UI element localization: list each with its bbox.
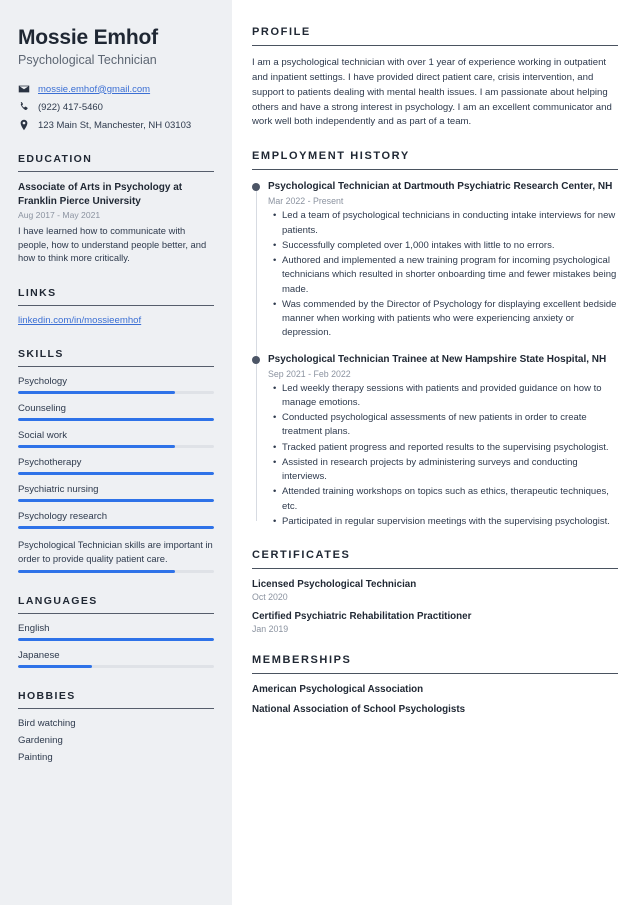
- language-label: English: [18, 623, 50, 635]
- hobbies-heading: HOBBIES: [18, 690, 76, 703]
- job-bullet: • Authored and implemented a new training program for incoming psychological technicians which resulted in shorter onboarding time and fewer mistakes being made.: [282, 254, 618, 297]
- job-bullet: • Attended training workshops on topics such as ethics, therapeutic techniques, etc.: [282, 485, 618, 514]
- job-bullet: • Successfully completed over 1,000 intakes with little to no errors.: [282, 239, 618, 253]
- section-profile: [252, 26, 618, 130]
- certificate-date: Jan 2019: [252, 624, 289, 635]
- employment-timeline: [252, 180, 618, 529]
- section-memberships: [252, 654, 618, 715]
- job-bullet: • Participated in regular supervision meetings with the supervising psychologist.: [282, 515, 618, 529]
- language-item: [18, 650, 214, 668]
- skill-bar-track: [18, 391, 214, 394]
- skill-item: [18, 376, 214, 394]
- skill-item: [18, 484, 214, 502]
- skills-note-bar-track: [18, 570, 214, 573]
- contact-address-row: [18, 119, 214, 131]
- memberships-rule: [252, 673, 618, 674]
- language-bar-track: [18, 665, 214, 668]
- education-item-date: Aug 2017 - May 2021: [18, 210, 101, 221]
- section-languages: [18, 595, 214, 668]
- hobby-item: Bird watching: [18, 718, 76, 730]
- skill-bar-fill: [18, 499, 214, 502]
- job-bullet: • Led weekly therapy sessions with patients and provided guidance on how to manage emotions.: [282, 382, 618, 411]
- skills-note: Psychological Technician skills are important in order to provide quality patient care.: [18, 539, 213, 564]
- links-rule: [18, 305, 214, 306]
- job-bullet: • Led a team of psychological technicians in conducting intake interviews for new patients.: [282, 209, 618, 238]
- hobby-item: Painting: [18, 752, 53, 764]
- skill-label: Social work: [18, 430, 68, 442]
- skill-bar-track: [18, 472, 214, 475]
- education-item-title: Associate of Arts in Psychology at Franklin Pierce University: [18, 182, 183, 207]
- link-linkedin[interactable]: linkedin.com/in/mossieemhof: [18, 315, 142, 327]
- skills-note-bar-fill: [18, 570, 175, 573]
- skill-bar-fill: [18, 445, 175, 448]
- education-heading: EDUCATION: [18, 153, 93, 166]
- profile-rule: [252, 45, 618, 46]
- phone-icon: [18, 101, 30, 113]
- skills-rule: [18, 366, 214, 367]
- contact-email-row: [18, 83, 214, 95]
- section-links: [18, 287, 214, 326]
- certificate-item: [252, 579, 618, 602]
- skill-bar-fill: [18, 391, 175, 394]
- skill-bar-fill: [18, 526, 214, 529]
- skill-label: Psychiatric nursing: [18, 484, 99, 496]
- candidate-name: Mossie Emhof: [18, 26, 158, 49]
- section-education: [18, 153, 214, 265]
- skill-bar-fill: [18, 418, 214, 421]
- skill-label: Counseling: [18, 403, 67, 415]
- language-bar-track: [18, 638, 214, 641]
- skill-item: [18, 403, 214, 421]
- languages-rule: [18, 613, 214, 614]
- language-label: Japanese: [18, 650, 60, 662]
- contact-phone-row: [18, 101, 214, 113]
- certificates-heading: CERTIFICATES: [252, 549, 351, 562]
- contact-address-text: 123 Main St, Manchester, NH 03103: [38, 119, 192, 131]
- certificate-item: [252, 611, 618, 634]
- certificates-rule: [252, 568, 618, 569]
- certificate-date: Oct 2020: [252, 592, 288, 603]
- languages-heading: LANGUAGES: [18, 595, 98, 608]
- job-bullet: • Tracked patient progress and reported results to the supervising psychologist.: [282, 441, 618, 455]
- candidate-job-title: Psychological Technician: [18, 53, 157, 68]
- sidebar: [0, 0, 232, 905]
- job-bullets: [268, 209, 618, 340]
- job-bullet: • Assisted in research projects by administering surveys and conducting interviews.: [282, 456, 618, 485]
- employment-rule: [252, 169, 618, 170]
- language-bar-fill: [18, 665, 92, 668]
- job-entry: [268, 180, 618, 340]
- job-entry: [268, 353, 618, 530]
- section-hobbies: [18, 690, 214, 763]
- links-heading: LINKS: [18, 287, 57, 300]
- education-item-description: I have learned how to communicate with people, how to understand people better, and how to think more critically.: [18, 225, 207, 264]
- skill-label: Psychotherapy: [18, 457, 82, 469]
- profile-heading: PROFILE: [252, 26, 311, 38]
- section-certificates: [252, 549, 618, 634]
- skill-item: [18, 511, 214, 529]
- membership-item: American Psychological Association: [252, 684, 424, 696]
- education-rule: [18, 171, 214, 172]
- hobby-item: Gardening: [18, 735, 63, 747]
- location-pin-icon: [18, 119, 30, 131]
- employment-heading: EMPLOYMENT HISTORY: [252, 150, 410, 163]
- section-skills: [18, 348, 214, 573]
- skill-bar-track: [18, 445, 214, 448]
- certificate-name: Licensed Psychological Technician: [252, 579, 417, 591]
- job-bullets: [268, 382, 618, 530]
- job-date: Mar 2022 - Present: [268, 196, 344, 207]
- job-title: Psychological Technician at Dartmouth Psychiatric Research Center, NH: [268, 181, 613, 193]
- contact-phone-text: (922) 417-5460: [38, 101, 103, 113]
- contact-list: [18, 83, 214, 131]
- skills-heading: SKILLS: [18, 348, 64, 361]
- envelope-icon: [18, 83, 30, 95]
- timeline-dot-icon: [252, 356, 260, 364]
- job-bullet: • Conducted psychological assessments of new patients in order to create treatment plans.: [282, 411, 618, 440]
- memberships-heading: MEMBERSHIPS: [252, 654, 352, 667]
- membership-item: National Association of School Psychologists: [252, 704, 466, 716]
- profile-text: I am a psychological technician with over 1 year of experience working in outpatient and inpatient settings. I have provided direct patient care, crisis intervention, and support to patients dealing with mental health issues. I am passionate about helping others and have a strong interest in psychology. I am an excellent communicator and work well both independently and as part of a team.: [252, 57, 612, 128]
- skill-bar-track: [18, 499, 214, 502]
- skill-item: [18, 430, 214, 448]
- language-bar-fill: [18, 638, 214, 641]
- certificate-name: Certified Psychiatric Rehabilitation Practitioner: [252, 611, 472, 623]
- contact-email-link[interactable]: mossie.emhof@gmail.com: [38, 83, 151, 95]
- section-employment-history: [252, 150, 618, 529]
- skill-bar-fill: [18, 472, 214, 475]
- main-column: [232, 0, 640, 905]
- language-item: [18, 623, 214, 641]
- skill-label: Psychology: [18, 376, 68, 388]
- skill-bar-track: [18, 526, 214, 529]
- hobbies-rule: [18, 708, 214, 709]
- job-date: Sep 2021 - Feb 2022: [268, 368, 351, 379]
- education-item: [18, 181, 214, 265]
- skill-label: Psychology research: [18, 511, 108, 523]
- job-title: Psychological Technician Trainee at New Hampshire State Hospital, NH: [268, 353, 607, 365]
- skill-item: [18, 457, 214, 475]
- timeline-dot-icon: [252, 183, 260, 191]
- job-bullet: • Was commended by the Director of Psychology for displaying excellent bedside manner when working with patients who were experiencing anxiety or depression.: [282, 298, 618, 341]
- skill-bar-track: [18, 418, 214, 421]
